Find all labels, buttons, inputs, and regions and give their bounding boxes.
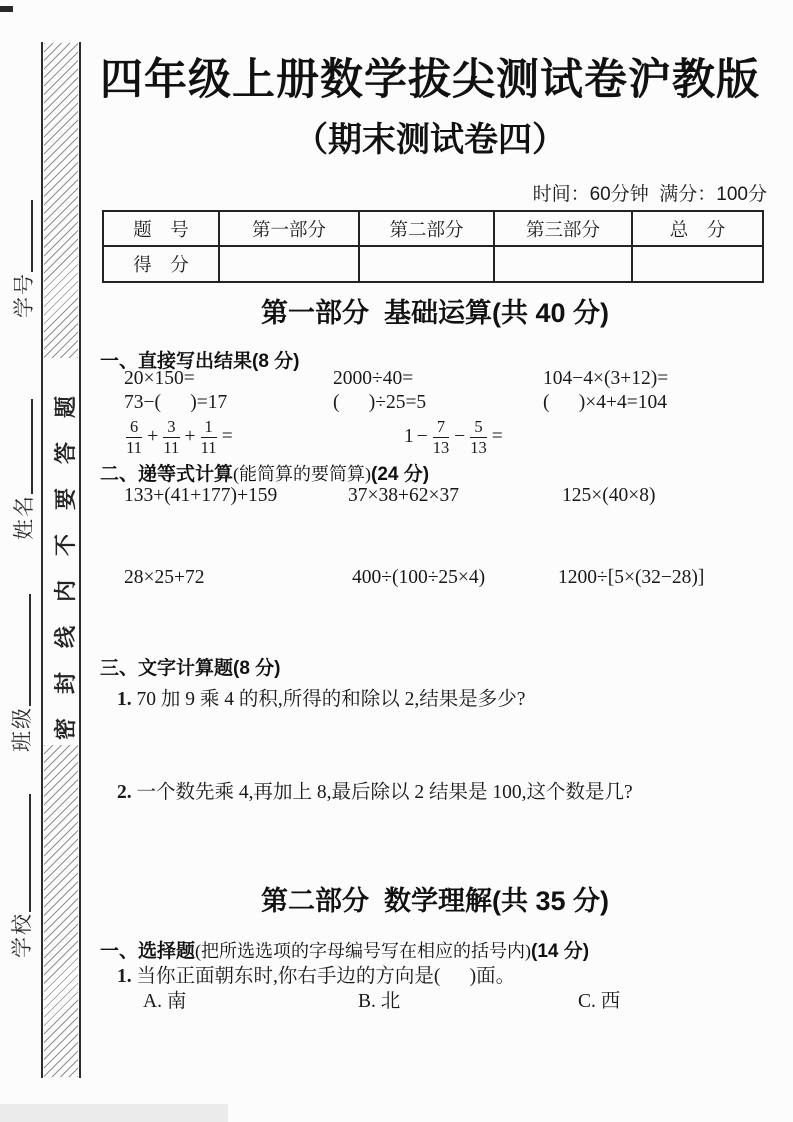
math-expression: 73−( )=17 bbox=[124, 392, 228, 413]
math-expression: 2000÷40= bbox=[333, 368, 414, 389]
score-header-part1: 第一部分 bbox=[219, 211, 359, 246]
blank-line bbox=[16, 200, 33, 272]
option-c: C. 西 bbox=[578, 991, 621, 1012]
student-id-label: 学号 bbox=[12, 272, 36, 318]
question-text: 一个数先乘 4,再加上 8,最后除以 2 结果是 100,这个数是几? bbox=[131, 782, 633, 803]
question-text: 70 加 9 乘 4 的积,所得的和除以 2,结果是多少? bbox=[131, 689, 526, 710]
exam-meta: 时间：60分钟 满分：100分 bbox=[532, 184, 767, 205]
choice-question-1 bbox=[117, 960, 515, 988]
margin-label-class bbox=[6, 594, 36, 752]
fraction-expression bbox=[404, 417, 506, 457]
score-header-total: 总 分 bbox=[632, 211, 763, 246]
option-a: A. 南 bbox=[143, 991, 187, 1012]
seal-band-hatch-top bbox=[44, 43, 78, 358]
fraction: $\frac{1}{11}$ bbox=[200, 417, 217, 457]
section-title-note: (能简算的要简算) bbox=[233, 464, 372, 484]
scan-bottom-shadow bbox=[0, 1104, 228, 1122]
part2-section1-title: 一、选择题(把所选选项的字母编号写在相应的括号内)(14 分) bbox=[100, 941, 590, 962]
fraction: $\frac{5}{13}$ bbox=[470, 417, 487, 457]
margin-label-school bbox=[6, 794, 36, 958]
scan-corner-mark bbox=[0, 6, 13, 12]
score-table-header-row bbox=[103, 211, 763, 246]
fraction: $\frac{6}{11}$ bbox=[126, 417, 143, 457]
math-expression: 37×38+62×37 bbox=[348, 485, 459, 506]
school-label: 学校 bbox=[10, 912, 34, 958]
score-table bbox=[102, 210, 764, 283]
part2-heading: 第二部分 数学理解(共 35 分) bbox=[260, 886, 610, 916]
score-table-score-row bbox=[103, 246, 763, 282]
operator: − bbox=[416, 426, 428, 447]
fraction: $\frac{3}{11}$ bbox=[163, 417, 180, 457]
math-expression: 133+(41+177)+159 bbox=[124, 485, 278, 506]
fraction: $\frac{7}{13}$ bbox=[432, 417, 450, 457]
score-cell-total bbox=[632, 246, 763, 282]
class-label: 班级 bbox=[10, 706, 34, 752]
seal-band-hatch-bottom bbox=[44, 745, 78, 1077]
seal-line-text: 密封线内不要答题 bbox=[53, 371, 78, 740]
blank-line bbox=[14, 794, 31, 912]
score-header-question: 题 号 bbox=[103, 211, 219, 246]
equals-sign: = bbox=[221, 426, 233, 447]
score-cell-part3 bbox=[494, 246, 632, 282]
number: 1 bbox=[404, 426, 414, 447]
math-expression: 20×150= bbox=[124, 368, 195, 389]
math-expression: 1200÷[5×(32−28)] bbox=[558, 567, 705, 588]
word-problem-2 bbox=[117, 776, 633, 804]
math-expression: 125×(40×8) bbox=[562, 485, 656, 506]
name-label: 姓名 bbox=[12, 494, 36, 540]
score-header-part3: 第三部分 bbox=[494, 211, 632, 246]
question-number: 2. bbox=[117, 782, 132, 803]
operator: + bbox=[184, 426, 196, 447]
part1-section1-title: 一、直接写出结果(8 分) bbox=[100, 351, 300, 372]
page-subtitle: （期末测试卷四） bbox=[294, 121, 566, 159]
blank-line bbox=[14, 594, 31, 706]
margin-label-name bbox=[8, 399, 38, 540]
margin-label-student-id bbox=[8, 200, 38, 318]
page-title: 四年级上册数学拔尖测试卷沪教版 bbox=[100, 56, 760, 104]
equals-sign: = bbox=[491, 426, 503, 447]
part1-section2-title: 二、递等式计算(能简算的要简算)(24 分) bbox=[100, 464, 430, 485]
operator: − bbox=[454, 426, 466, 447]
math-expression: 104−4×(3+12)= bbox=[543, 368, 669, 389]
operator: + bbox=[147, 426, 159, 447]
math-expression: 28×25+72 bbox=[124, 567, 205, 588]
fraction-expression bbox=[124, 417, 236, 457]
option-b: B. 北 bbox=[358, 991, 401, 1012]
score-row-label: 得 分 bbox=[103, 246, 219, 282]
blank-line bbox=[16, 399, 33, 494]
question-number: 1. bbox=[117, 966, 132, 987]
score-cell-part2 bbox=[359, 246, 494, 282]
section-title-note: (把所选选项的字母编号写在相应的括号内) bbox=[195, 941, 532, 961]
question-text: 当你正面朝东时,你右手边的方向是( )面。 bbox=[131, 966, 516, 987]
math-expression: ( )×4+4=104 bbox=[543, 392, 667, 413]
part1-section3-title: 三、文字计算题(8 分) bbox=[100, 658, 281, 679]
math-expression: 400÷(100÷25×4) bbox=[352, 567, 486, 588]
math-expression: ( )÷25=5 bbox=[333, 392, 427, 413]
word-problem-1 bbox=[117, 683, 525, 711]
score-cell-part1 bbox=[219, 246, 359, 282]
seal-band-left-rule bbox=[41, 42, 43, 1078]
question-number: 1. bbox=[117, 689, 132, 710]
score-header-part2: 第二部分 bbox=[359, 211, 494, 246]
part1-heading: 第一部分 基础运算(共 40 分) bbox=[260, 298, 610, 328]
